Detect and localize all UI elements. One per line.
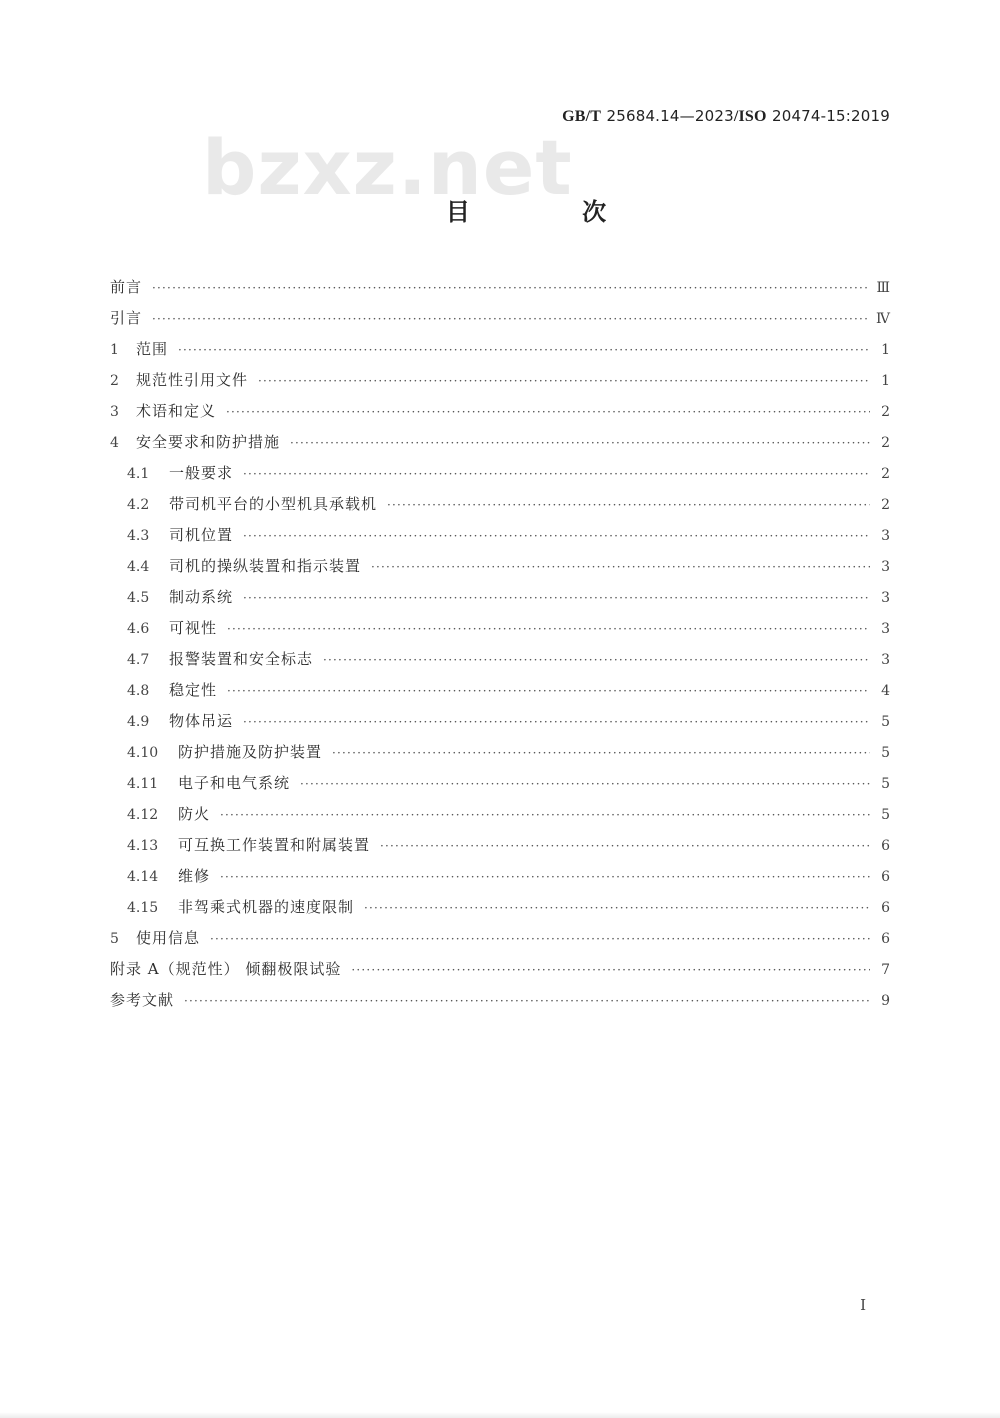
toc-entry-label: 引言	[110, 309, 143, 327]
toc-entry[interactable]	[110, 272, 890, 303]
toc-entry-number: 4.8	[127, 683, 150, 699]
toc-leader-dots	[380, 831, 870, 862]
standard-prefix: GB/T	[562, 108, 602, 125]
toc-entry-number: 4.11	[127, 776, 159, 792]
toc-entry-number: 4.1	[127, 466, 150, 482]
toc-entry-label: 附录 A（规范性） 倾翻极限试验	[110, 960, 342, 978]
toc-entry[interactable]	[110, 768, 890, 799]
toc-entry-number: 4.6	[127, 621, 150, 637]
toc-entry-page: 2	[881, 435, 890, 451]
toc-entry-number: 4.3	[127, 528, 150, 544]
toc-entry-page: 1	[881, 342, 890, 358]
toc-entry-label: 防火	[178, 805, 211, 823]
toc-entry-page: 5	[881, 745, 890, 761]
toc-entry-label: 使用信息	[136, 929, 201, 947]
toc-entry-number: 3	[110, 404, 119, 420]
toc-entry-number: 4.4	[127, 559, 150, 575]
toc-entry-page: 3	[881, 528, 890, 544]
toc-entry[interactable]	[110, 706, 890, 737]
toc-entry[interactable]	[110, 427, 890, 458]
toc-entry-page: 5	[881, 807, 890, 823]
toc-entry-number: 4.10	[127, 745, 159, 761]
toc-leader-dots	[323, 645, 870, 676]
toc-leader-dots	[351, 955, 870, 986]
toc-leader-dots	[226, 397, 870, 428]
toc-entry[interactable]	[110, 892, 890, 923]
toc-entry-number: 2	[110, 373, 119, 389]
toc-entry-page: 6	[881, 869, 890, 885]
toc-leader-dots	[364, 893, 870, 924]
toc-entry[interactable]	[110, 799, 890, 830]
toc-entry-label: 制动系统	[169, 588, 234, 606]
toc-entry[interactable]	[110, 923, 890, 954]
iso-number: 20474-15:2019	[771, 107, 890, 125]
toc-entry-number: 4.13	[127, 838, 159, 854]
toc-entry-page: 3	[881, 559, 890, 575]
toc-entry-page: Ⅳ	[876, 311, 890, 327]
toc-entry-label: 范围	[136, 340, 169, 358]
toc-entry-label: 前言	[110, 278, 143, 296]
toc-entry[interactable]	[110, 520, 890, 551]
toc-entry-number: 4.14	[127, 869, 159, 885]
toc-entry-label: 带司机平台的小型机具承载机	[169, 495, 378, 513]
toc-entry-number: 4.15	[127, 900, 159, 916]
toc-entry-page: 2	[881, 404, 890, 420]
toc-entry-page: 4	[881, 683, 890, 699]
toc-entry-label: 术语和定义	[136, 402, 217, 420]
toc-entry-label: 司机位置	[169, 526, 234, 544]
toc-entry-page: Ⅲ	[876, 280, 890, 296]
toc-leader-dots	[371, 552, 870, 583]
toc-entry-page: 9	[881, 993, 890, 1009]
toc-entry-page: 6	[881, 900, 890, 916]
toc-entry-label: 非驾乘式机器的速度限制	[178, 898, 355, 916]
toc-leader-dots	[332, 738, 870, 769]
toc-leader-dots	[227, 676, 870, 707]
toc-entry[interactable]	[110, 861, 890, 892]
page-bottom-edge	[0, 1412, 1000, 1418]
standard-code	[562, 106, 890, 126]
toc-entry-number: 4.2	[127, 497, 150, 513]
toc-entry-page: 5	[881, 714, 890, 730]
toc-leader-dots	[152, 273, 870, 304]
toc-entry[interactable]	[110, 613, 890, 644]
toc-entry[interactable]	[110, 303, 890, 334]
toc-entry[interactable]	[110, 365, 890, 396]
page-number: I	[860, 1296, 866, 1314]
toc-entry-number: 1	[110, 342, 119, 358]
toc-entry-label: 规范性引用文件	[136, 371, 249, 389]
toc-entry-page: 3	[881, 652, 890, 668]
toc-entry-label: 报警装置和安全标志	[169, 650, 314, 668]
toc-leader-dots	[243, 583, 870, 614]
toc-leader-dots	[243, 459, 870, 490]
toc-entry-label: 维修	[178, 867, 211, 885]
toc-entry-page: 6	[881, 931, 890, 947]
standard-number: 25684.14—2023	[606, 107, 734, 125]
toc-entry-label: 一般要求	[169, 464, 234, 482]
toc-leader-dots	[290, 428, 870, 459]
toc-entry-number: 4.12	[127, 807, 159, 823]
toc-leader-dots	[152, 304, 870, 335]
toc-leader-dots	[243, 521, 870, 552]
toc-leader-dots	[227, 614, 870, 645]
toc-entry-label: 防护措施及防护装置	[178, 743, 323, 761]
toc-leader-dots	[210, 924, 870, 955]
toc-leader-dots	[220, 800, 870, 831]
toc-entry-number: 5	[110, 931, 119, 947]
toc-entry[interactable]	[110, 675, 890, 706]
toc-entry[interactable]	[110, 551, 890, 582]
toc-entry[interactable]	[110, 334, 890, 365]
toc-entry[interactable]	[110, 830, 890, 861]
toc-entry-page: 3	[881, 621, 890, 637]
watermark: bzxz.net	[202, 123, 573, 212]
toc-entry-page: 1	[881, 373, 890, 389]
toc-leader-dots	[258, 366, 870, 397]
toc-entry[interactable]	[110, 396, 890, 427]
toc-entry[interactable]	[110, 985, 890, 1016]
toc-entry-label: 可互换工作装置和附属装置	[178, 836, 371, 854]
toc-entry-page: 5	[881, 776, 890, 792]
toc-entry-label: 司机的操纵装置和指示装置	[169, 557, 362, 575]
toc-entry-page: 6	[881, 838, 890, 854]
page-title: 目 次	[445, 198, 659, 226]
toc-entry[interactable]	[110, 737, 890, 768]
toc-entry[interactable]	[110, 489, 890, 520]
toc-entry-number: 4	[110, 435, 119, 451]
toc-leader-dots	[220, 862, 870, 893]
table-of-contents	[110, 272, 890, 1016]
toc-leader-dots	[178, 335, 870, 366]
toc-entry[interactable]	[110, 644, 890, 675]
toc-entry-label: 安全要求和防护措施	[136, 433, 281, 451]
toc-entry-label: 电子和电气系统	[178, 774, 291, 792]
toc-entry-label: 参考文献	[110, 991, 175, 1009]
toc-entry-page: 7	[881, 962, 890, 978]
toc-entry-page: 2	[881, 497, 890, 513]
toc-entry[interactable]	[110, 954, 890, 985]
toc-entry-number: 4.5	[127, 590, 150, 606]
toc-entry-number: 4.7	[127, 652, 150, 668]
toc-entry-label: 可视性	[169, 619, 218, 637]
toc-leader-dots	[300, 769, 870, 800]
toc-leader-dots	[243, 707, 870, 738]
toc-leader-dots	[184, 986, 870, 1017]
toc-entry[interactable]	[110, 458, 890, 489]
toc-entry-number: 4.9	[127, 714, 150, 730]
toc-entry-page: 3	[881, 590, 890, 606]
toc-entry-label: 稳定性	[169, 681, 218, 699]
toc-leader-dots	[387, 490, 870, 521]
toc-entry-label: 物体吊运	[169, 712, 234, 730]
iso-prefix: /ISO	[733, 108, 767, 125]
toc-entry[interactable]	[110, 582, 890, 613]
toc-entry-page: 2	[881, 466, 890, 482]
